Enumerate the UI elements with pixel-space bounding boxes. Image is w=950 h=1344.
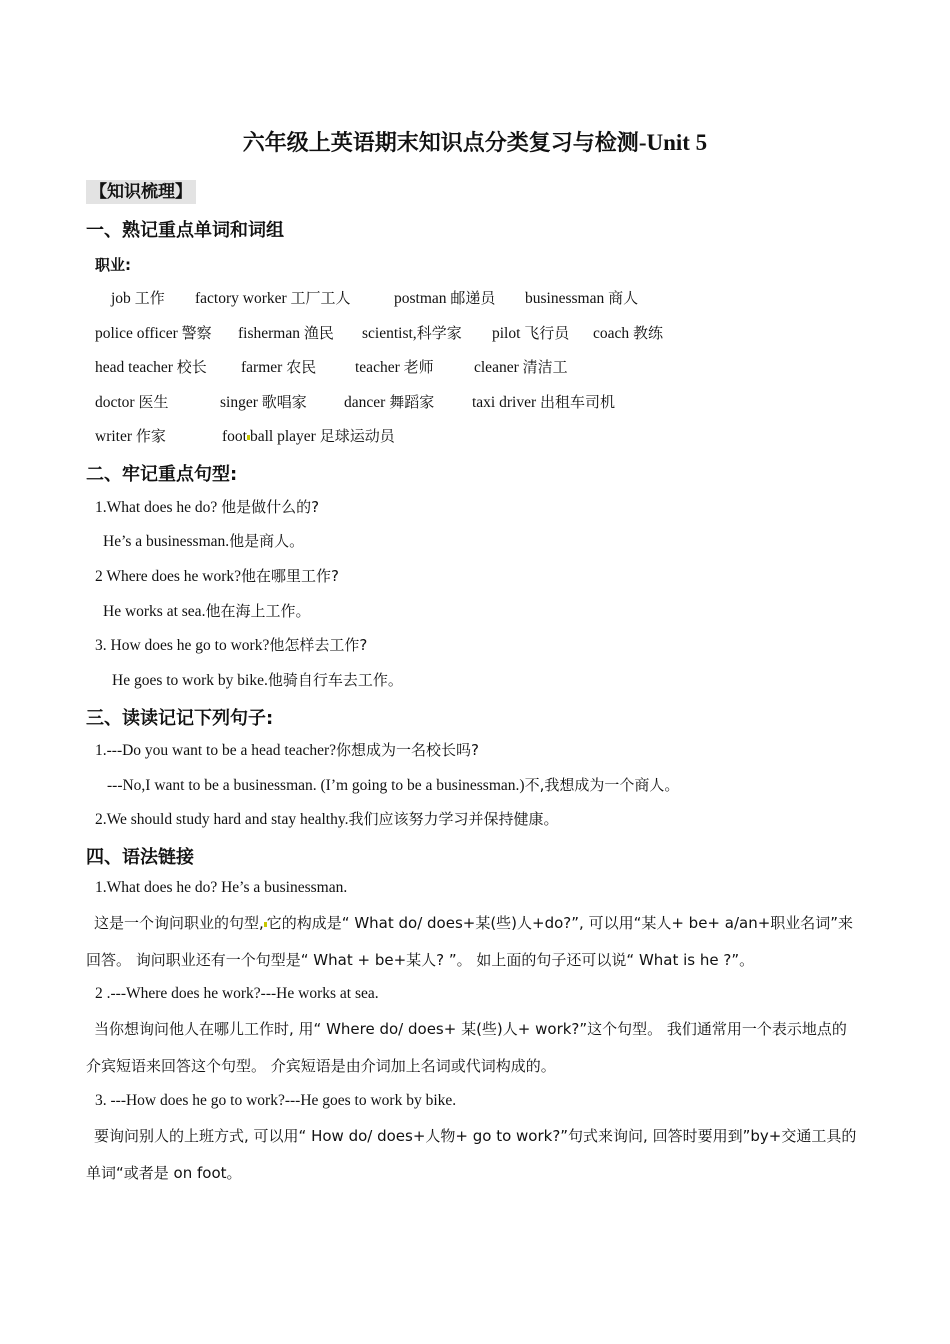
grammar-paragraph: 当你想询问他人在哪儿工作时, 用“ Where do/ does+ 某(些)人+ work?”这个句型。 我们通常用一个表示地点的介宾短语来回答这个句型。 介宾短语是由介词加上名词或代词构成的。 — [86, 1020, 847, 1075]
vocab-item: doctor 医生 — [95, 393, 169, 411]
pattern-answer: He’s a businessman.他是商人。 — [103, 532, 305, 550]
sentence-item: ---No,I want to be a businessman. (I’m going to be a businessman.)不,我想成为一个商人。 — [107, 776, 680, 794]
vocab-item: coach 教练 — [593, 324, 664, 342]
vocab-item: singer 歌唱家 — [220, 393, 307, 411]
vocab-item: pilot 飞行员 — [492, 324, 570, 342]
vocab-item: taxi driver 出租车司机 — [472, 393, 616, 411]
grammar-paragraph: 这是一个询问职业的句型, 它的构成是“ What do/ does+某(些)人+do?”, 可以用“某人+ be+ a/an+职业名词”来回答。 询问职业还有一个句型是“ What + be+某人? ”。 如上面的句子还可以说“ What is he ?”。 — [86, 914, 854, 969]
vocab-item: fisherman 渔民 — [238, 324, 334, 342]
sentence-item: 2.We should study hard and stay healthy.我们应该努力学习并保持健康。 — [95, 810, 559, 828]
vocab-item: writer 作家 — [95, 427, 166, 445]
section-heading-1: 一、熟记重点单词和词组 — [86, 220, 284, 241]
section-heading-4: 四、语法链接 — [86, 847, 194, 868]
pattern-question: 2 Where does he work?他在哪里工作? — [95, 567, 340, 585]
vocab-item: factory worker 工厂工人 — [195, 289, 351, 307]
vocab-item: job 工作 — [111, 289, 165, 307]
vocab-item: postman 邮递员 — [394, 289, 496, 307]
grammar-paragraph: 要询问别人的上班方式, 可以用“ How do/ does+人物+ go to work?”句式来询问, 回答时要用到”by+交通工具的单词“或者是 on foot。 — [86, 1127, 857, 1182]
section-heading-3: 三、读读记记下列句子: — [86, 708, 274, 729]
sentence-item: 1.---Do you want to be a head teacher?你想成为一名校长吗? — [95, 741, 479, 759]
vocab-item: foot ball player 足球运动员 — [222, 427, 395, 445]
vocab-item: scientist,科学家 — [362, 324, 462, 342]
vocab-item: head teacher 校长 — [95, 358, 207, 376]
vocab-item: police officer 警察 — [95, 324, 212, 342]
vocab-item: businessman 商人 — [525, 289, 639, 307]
pattern-answer: He works at sea.他在海上工作。 — [103, 602, 311, 620]
pattern-answer: He goes to work by bike.他骑自行车去工作。 — [112, 671, 403, 689]
vocab-item: dancer 舞蹈家 — [344, 393, 435, 411]
pattern-question: 3. How does he go to work?他怎样去工作? — [95, 636, 368, 654]
grammar-title: 2 .---Where does he work?---He works at sea. — [95, 985, 379, 1002]
pattern-question: 1.What does he do? 他是做什么的? — [95, 498, 320, 516]
knowledge-tag: 【知识梳理】 — [86, 180, 196, 204]
page-title: 六年级上英语期末知识点分类复习与检测-Unit 5 — [242, 130, 708, 156]
vocab-item: cleaner 清洁工 — [474, 358, 568, 376]
vocab-item: teacher 老师 — [355, 358, 434, 376]
section-heading-2: 二、牢记重点句型: — [86, 464, 238, 485]
grammar-title: 1.What does he do? He’s a businessman. — [95, 879, 348, 896]
section-subheading-occupation: 职业: — [95, 256, 131, 274]
vocab-item: farmer 农民 — [241, 358, 317, 376]
grammar-title: 3. ---How does he go to work?---He goes to work by bike. — [95, 1092, 457, 1109]
